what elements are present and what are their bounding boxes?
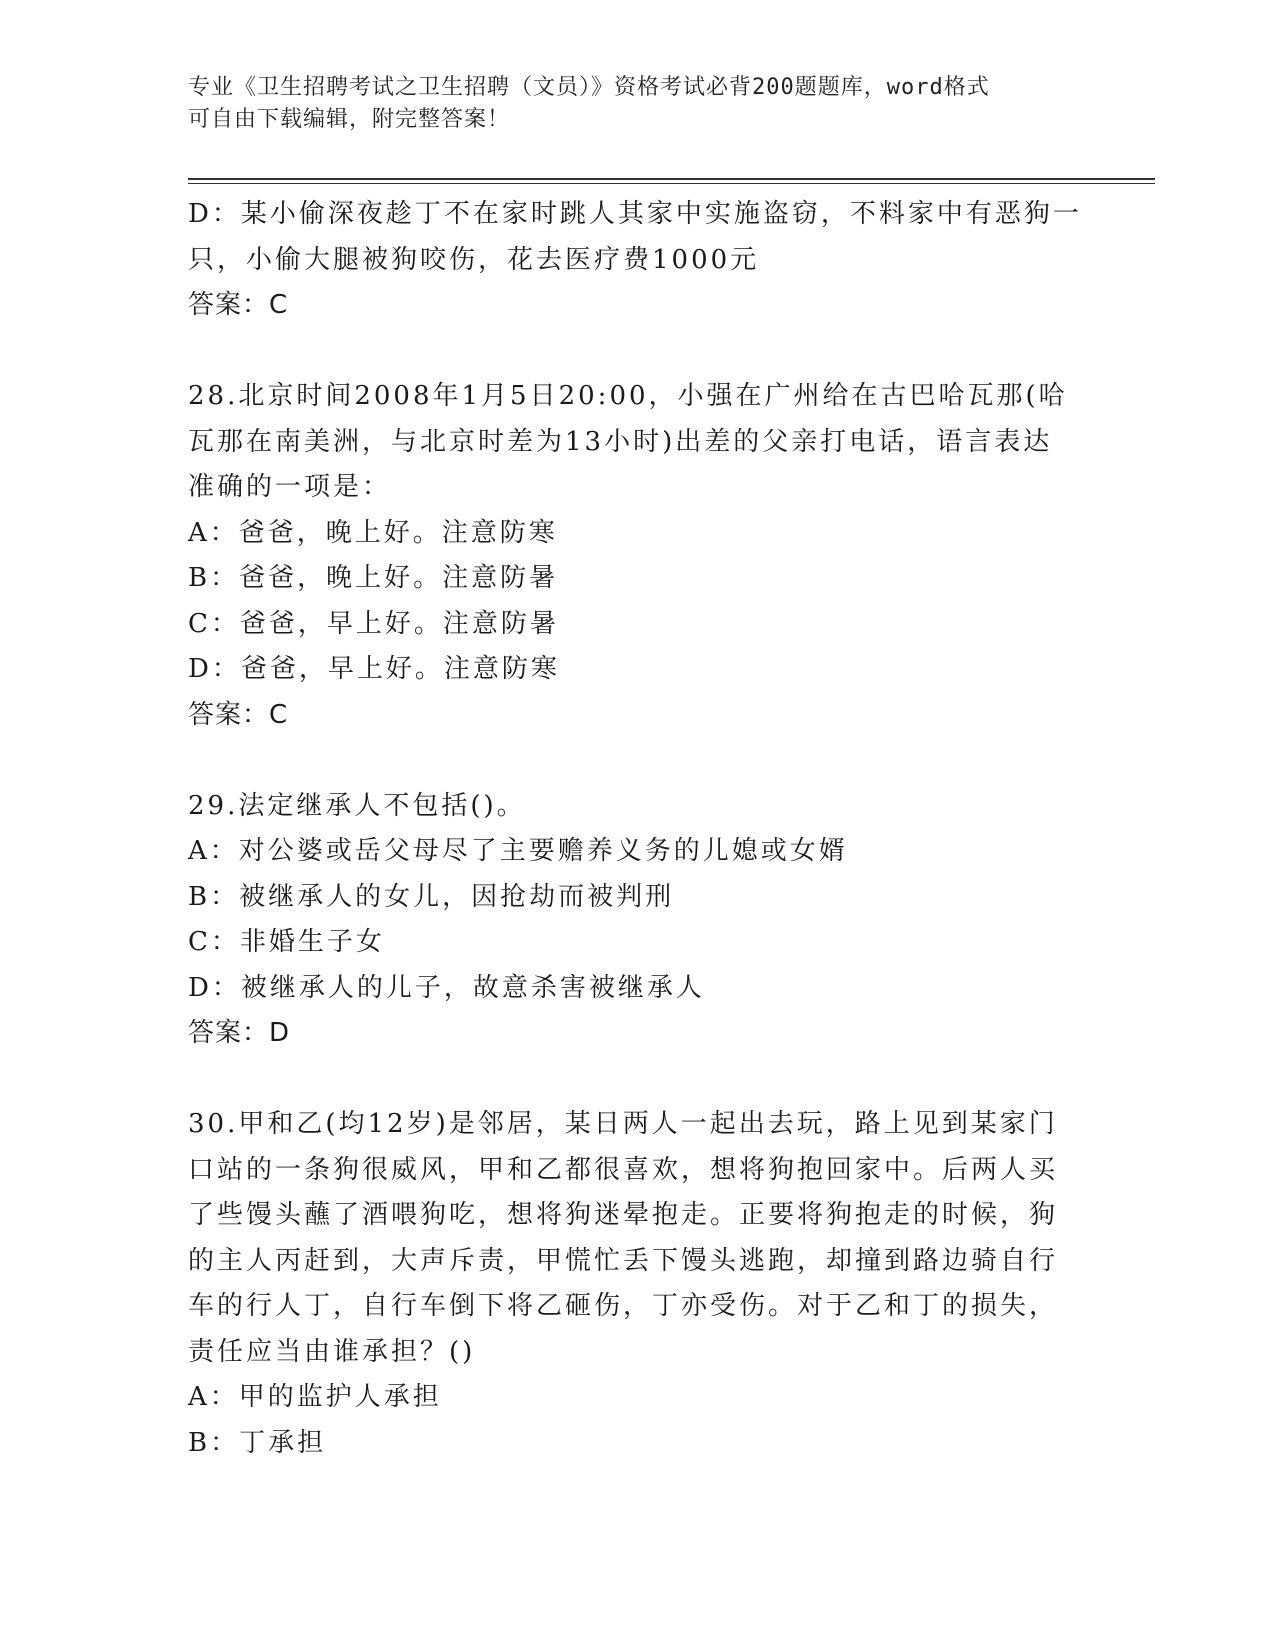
q29-option-c: C：非婚生子女 bbox=[188, 927, 385, 957]
q29-answer: 答案：D bbox=[188, 1018, 291, 1048]
q30-stem-line-6: 责任应当由谁承担？() bbox=[188, 1336, 476, 1367]
q30-stem-line-2: 口站的一条狗很威风，甲和乙都很喜欢，想将狗抱回家中。后两人买 bbox=[188, 1154, 1059, 1185]
q30-option-b: B：丁承担 bbox=[188, 1427, 327, 1458]
q27-option-d-line-2: 只，小偷大腿被狗咬伤，花去医疗费1000元 bbox=[188, 244, 760, 275]
q30-option-a: A：甲的监护人承担 bbox=[188, 1382, 442, 1412]
document-header bbox=[188, 72, 1068, 136]
spacer bbox=[188, 1057, 1088, 1103]
q29-option-d: D：被继承人的儿子，故意杀害被继承人 bbox=[188, 972, 705, 1003]
q28-answer: 答案：C bbox=[188, 699, 289, 730]
q27-option-d-line-1: D：某小偷深夜趁丁不在家时跳人其家中实施盗窃，不料家中有恶狗一 bbox=[188, 199, 1082, 229]
q28-stem-line-3: 准确的一项是： bbox=[188, 472, 392, 502]
q30-stem-line-1: 30.甲和乙(均12岁)是邻居，某日两人一起出去玩，路上见到某家门 bbox=[188, 1109, 1058, 1139]
q28-option-a: A：爸爸，晚上好。注意防寒 bbox=[188, 517, 558, 548]
q28-stem-line-1: 28.北京时间2008年1月5日20:00，小强在广州给在古巴哈瓦那(哈 bbox=[188, 381, 1068, 411]
document-body bbox=[188, 192, 1088, 1466]
q28-option-b: B：爸爸，晚上好。注意防暑 bbox=[188, 563, 559, 593]
spacer bbox=[188, 738, 1088, 784]
spacer bbox=[188, 329, 1088, 375]
header-title-line-1: 专业《卫生招聘考试之卫生招聘（文员）》资格考试必背200题题库，word格式 bbox=[188, 75, 990, 100]
question-29 bbox=[188, 784, 1088, 1057]
q30-stem-line-3: 了些馒头蘸了酒喂狗吃，想将狗迷晕抱走。正要将狗抱走的时候，狗 bbox=[188, 1200, 1059, 1230]
header-divider bbox=[188, 178, 1155, 184]
question-30 bbox=[188, 1102, 1088, 1466]
q28-option-c: C：爸爸，早上好。注意防暑 bbox=[188, 608, 559, 639]
q27-answer: 答案：C bbox=[188, 290, 289, 320]
header-title-line-2: 可自由下载编辑，附完整答案！ bbox=[188, 107, 511, 132]
question-27-tail bbox=[188, 192, 1088, 329]
q29-stem-line-1: 29.法定继承人不包括()。 bbox=[188, 790, 526, 821]
q30-stem-line-5: 车的行人丁，自行车倒下将乙砸伤，丁亦受伤。对于乙和丁的损失， bbox=[188, 1291, 1059, 1321]
q29-option-a: A：对公婆或岳父母尽了主要赡养义务的儿媳或女婿 bbox=[188, 836, 848, 866]
q30-stem-line-4: 的主人丙赶到，大声斥责，甲慌忙丢下馒头逃跑，却撞到路边骑自行 bbox=[188, 1245, 1059, 1276]
question-28 bbox=[188, 374, 1088, 738]
q28-stem-line-2: 瓦那在南美洲，与北京时差为13小时)出差的父亲打电话，语言表达 bbox=[188, 426, 1053, 457]
q29-option-b: B：被继承人的女儿，因抢劫而被判刑 bbox=[188, 881, 675, 912]
q28-option-d: D：爸爸，早上好。注意防寒 bbox=[188, 654, 560, 684]
